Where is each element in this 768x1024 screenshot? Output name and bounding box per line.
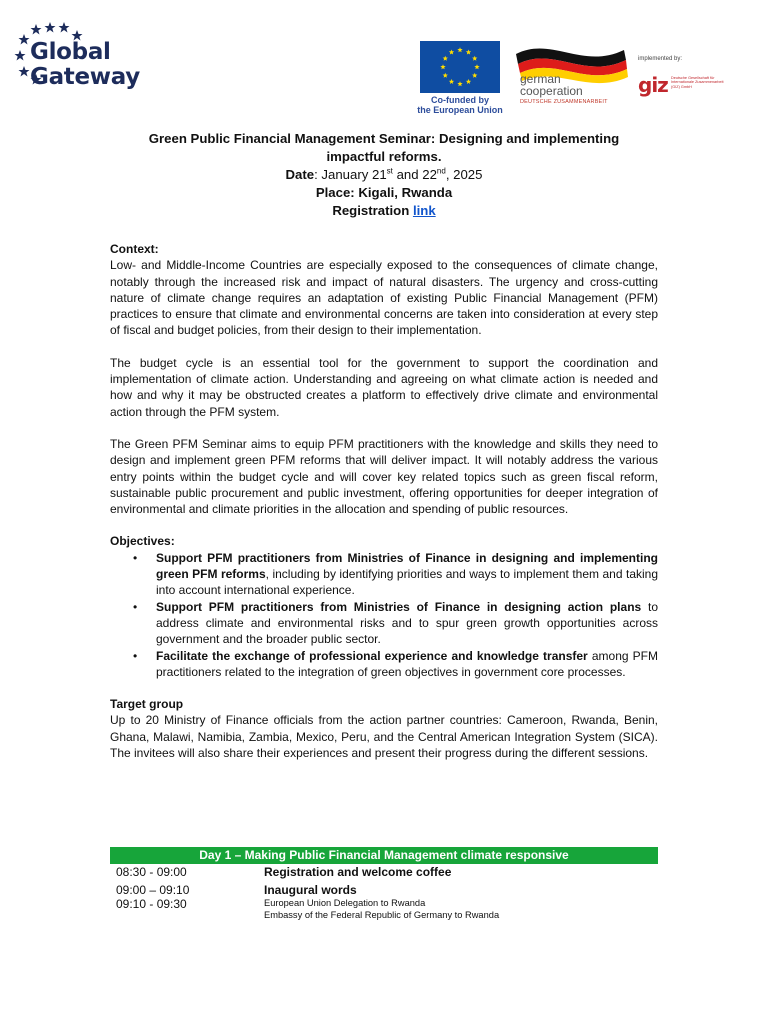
seminar-title-block (110, 130, 658, 220)
context-heading: Context: (110, 242, 159, 256)
registration-line (110, 202, 658, 220)
agenda-time: 09:10 - 09:30 (116, 897, 187, 911)
eu-caption (414, 95, 506, 115)
objective-item (133, 599, 658, 648)
context-paragraph-2: The budget cycle is an essential tool for the government to support the coordination and implementation of climate action. Understanding and agreeing on what climate action is needed and how and why it may be obstructed creates a platform to effectively drive climate and environmental action through the PFM system. (110, 355, 658, 419)
day1-header: Day 1 – Making Public Financial Management climate responsive (110, 847, 658, 864)
agenda-time: 09:00 – 09:10 (116, 883, 190, 897)
gc-line1: german (520, 72, 561, 86)
title-line1: Green Public Financial Management Seminar: Designing and implementing (148, 131, 620, 146)
title-line2: impactful reforms. (326, 149, 442, 164)
objective-rest: among PFM practitioners related to the integration of green objectives in government core processes. (156, 648, 658, 679)
agenda-speaker: European Union Delegation to Rwanda (264, 898, 426, 908)
objective-bold: Support PFM practitioners from Ministries of Finance in designing action plans (156, 599, 642, 614)
gg-logo-line1: Global (30, 39, 111, 65)
objectives-list (110, 550, 658, 680)
bullet-icon: • (133, 550, 138, 565)
registration-label: Registration (332, 203, 413, 218)
eu-flag-icon (420, 41, 500, 93)
objective-bold: Support PFM practitioners from Ministries of Finance in designing and implementing green PFM reforms (156, 550, 658, 582)
target-group-text: Up to 20 Ministry of Finance officials from the action partner countries: Cameroon, Rwanda, Benin, Ghana, Malawi, Namibia, Zambia, Mexico, Peru, and the Central American Integration System (SICA). The invitees will also share their experiences and present their progress during the different sessions. (110, 713, 658, 761)
agenda-speaker: Embassy of the Federal Republic of Germany to Rwanda (264, 910, 500, 920)
gg-logo-line2: Gateway (30, 64, 140, 90)
eu-caption-line1: Co-funded by (431, 95, 489, 105)
objective-bold: Facilitate the exchange of professional experience and knowledge transfer (156, 648, 588, 663)
giz-logo: giz (638, 73, 668, 97)
registration-link[interactable]: link (412, 203, 436, 218)
date-mid: and 22 (392, 167, 437, 182)
gc-sub: DEUTSCHE ZUSAMMENARBEIT (520, 99, 608, 105)
objective-rest: to address climate and environmental risks and to spur green growth opportunities across government and the broader public sector. (156, 599, 658, 647)
global-gateway-logo (30, 40, 140, 90)
gc-line2: cooperation (520, 84, 583, 98)
agenda-row (110, 897, 658, 921)
target-group-heading: Target group (110, 697, 184, 712)
agenda-title: Registration and welcome coffee (264, 865, 452, 879)
implemented-by-label: implemented by: (638, 56, 683, 62)
agenda-title: Inaugural words (264, 883, 357, 897)
bullet-icon: • (133, 648, 138, 663)
document-body (110, 241, 658, 761)
objective-item (133, 648, 658, 681)
bullet-icon: • (133, 599, 138, 614)
date-line (110, 166, 658, 184)
place-line: Place: Kigali, Rwanda (315, 185, 453, 200)
context-paragraph-1: Low- and Middle-Income Countries are especially exposed to the consequences of climate change, notably through the increased risk and impact of natural disasters. The urgency and cross-cutting nature of climate change requires an adaptation of existing Public Financial Management (PFM) practices to ensure that climate and environmental concerns are taken into consideration at every step of fiscal and budget policies, from their design to their implementation. (110, 258, 658, 338)
date-sup1: st (386, 166, 393, 176)
german-cooperation-logo (520, 73, 583, 97)
giz-subtitle: Deutsche Gesellschaft für Internationale Zusammenarbeit (GIZ) GmbH (671, 76, 724, 89)
date-prefix: : January 21 (314, 167, 387, 182)
date-label: Date (285, 167, 315, 182)
date-sup2: nd (436, 166, 446, 176)
agenda-row (110, 883, 658, 897)
eu-caption-line2: the European Union (417, 105, 503, 115)
agenda-row (110, 865, 658, 879)
context-paragraph-3: The Green PFM Seminar aims to equip PFM practitioners with the knowledge and skills they need to design and implement green PFM reforms that will deliver impact. It will notably address the various entry points within the budget cycle and will cover key related topics such as green fiscal reform, sustainable public procurement and public investment, offering opportunities for deeper integration of environmental and climate priorities in the allocation and spending of public resources. (110, 436, 658, 517)
agenda-table (110, 847, 658, 921)
objective-item (133, 550, 659, 599)
agenda-time: 08:30 - 09:00 (116, 865, 187, 879)
date-suffix: , 2025 (445, 167, 483, 182)
objective-rest: , including by identifying priorities and ways to implement them and taking into account international experience. (156, 567, 659, 598)
objectives-heading: Objectives: (110, 534, 175, 549)
